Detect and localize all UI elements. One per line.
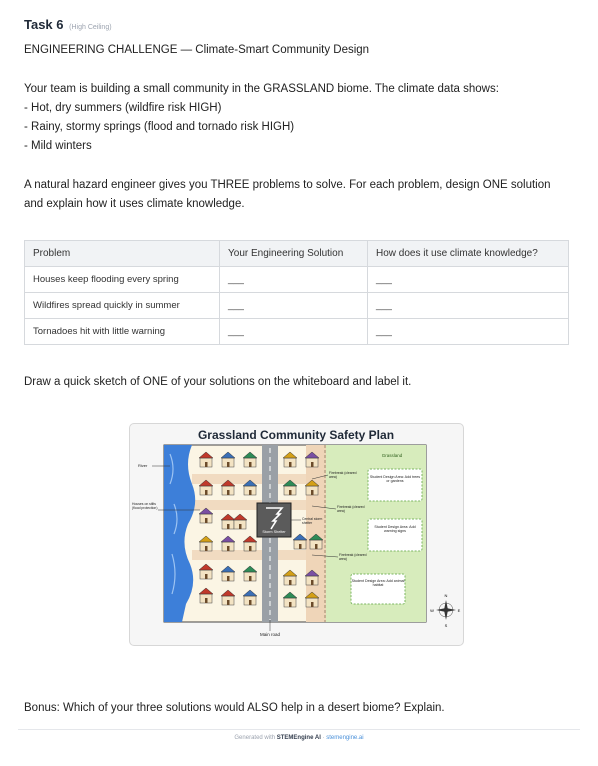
task-title bbox=[24, 17, 112, 32]
table-row bbox=[25, 319, 569, 345]
design-area-1-label: Student Design Area: Add trees or gardens bbox=[369, 475, 421, 483]
climate-bullet: - Hot, dry summers (wildfire risk HIGH) bbox=[24, 102, 222, 114]
problem-cell: Wildfires spread quickly in summer bbox=[25, 293, 220, 319]
header-problem: Problem bbox=[25, 241, 220, 267]
draw-prompt: Draw a quick sketch of ONE of your solutions on the whiteboard and label it. bbox=[24, 376, 412, 388]
climate-blank[interactable]: ___ bbox=[368, 293, 569, 319]
design-area-3-label: Student Design Area: Add animal habitat bbox=[351, 579, 405, 587]
solution-blank[interactable]: ___ bbox=[220, 267, 368, 293]
footer-brand: STEMEngine AI bbox=[276, 735, 321, 741]
svg-text:N: N bbox=[444, 593, 448, 598]
firebreak-label: Firebreak (cleared area) bbox=[329, 471, 357, 479]
header-solution: Your Engineering Solution bbox=[220, 241, 368, 267]
stilts-label: Houses on stilts (flood protection) bbox=[132, 502, 158, 510]
safety-plan-map bbox=[130, 424, 463, 645]
task-level: (High Ceiling) bbox=[69, 24, 112, 31]
central-shelter-label: Central storm shelter bbox=[302, 517, 323, 525]
table-header-row bbox=[25, 241, 569, 267]
svg-text:W: W bbox=[430, 608, 434, 613]
footer-link[interactable]: stemengine.ai bbox=[326, 735, 364, 741]
firebreak-band bbox=[192, 550, 324, 560]
climate-bullet: - Mild winters bbox=[24, 140, 92, 152]
climate-bullet: - Rainy, stormy springs (flood and tornado risk HIGH) bbox=[24, 121, 295, 133]
intro-line: Your team is building a small community in the GRASSLAND biome. The climate data shows: bbox=[24, 83, 499, 95]
intro-text bbox=[24, 80, 499, 156]
firebreak-label: Firebreak (cleared area) bbox=[339, 553, 367, 561]
problem-cell: Tornadoes hit with little warning bbox=[25, 319, 220, 345]
map-title: Grassland Community Safety Plan bbox=[197, 428, 395, 442]
shelter-label: Storm Shelter bbox=[262, 530, 286, 534]
firebreak-label: Firebreak (cleared area) bbox=[337, 505, 365, 513]
bonus-question: Bonus: Which of your three solutions would ALSO help in a desert biome? Explain. bbox=[24, 702, 445, 714]
svg-text:S: S bbox=[444, 623, 448, 628]
climate-blank[interactable]: ___ bbox=[368, 319, 569, 345]
task-description: A natural hazard engineer gives you THREE problems to solve. For each problem, design ONE solution and explain how it uses climate knowledge. bbox=[24, 179, 551, 210]
footer-divider bbox=[18, 729, 580, 730]
challenge-title: ENGINEERING CHALLENGE — Climate-Smart Community Design bbox=[24, 44, 370, 56]
table-row bbox=[25, 293, 569, 319]
river-label: River bbox=[138, 463, 148, 468]
hazard-table bbox=[24, 240, 569, 345]
solution-blank[interactable]: ___ bbox=[220, 293, 368, 319]
design-area-2-label: Student Design Area: Add warning signs bbox=[374, 525, 416, 533]
grassland-label: Grassland bbox=[381, 453, 403, 458]
solution-blank[interactable]: ___ bbox=[220, 319, 368, 345]
table-row bbox=[25, 267, 569, 293]
climate-blank[interactable]: ___ bbox=[368, 267, 569, 293]
compass-icon bbox=[430, 593, 461, 628]
main-road-label: Main road bbox=[259, 632, 281, 637]
footer: Generated with STEMEngine AI · stemengine.ai bbox=[234, 735, 364, 741]
task-label: Task 6 bbox=[24, 17, 64, 32]
svg-text:E: E bbox=[457, 608, 461, 613]
firebreak-band bbox=[192, 474, 324, 484]
sketch-illustration bbox=[129, 423, 464, 646]
problem-cell: Houses keep flooding every spring bbox=[25, 267, 220, 293]
header-climate: How does it use climate knowledge? bbox=[368, 241, 569, 267]
